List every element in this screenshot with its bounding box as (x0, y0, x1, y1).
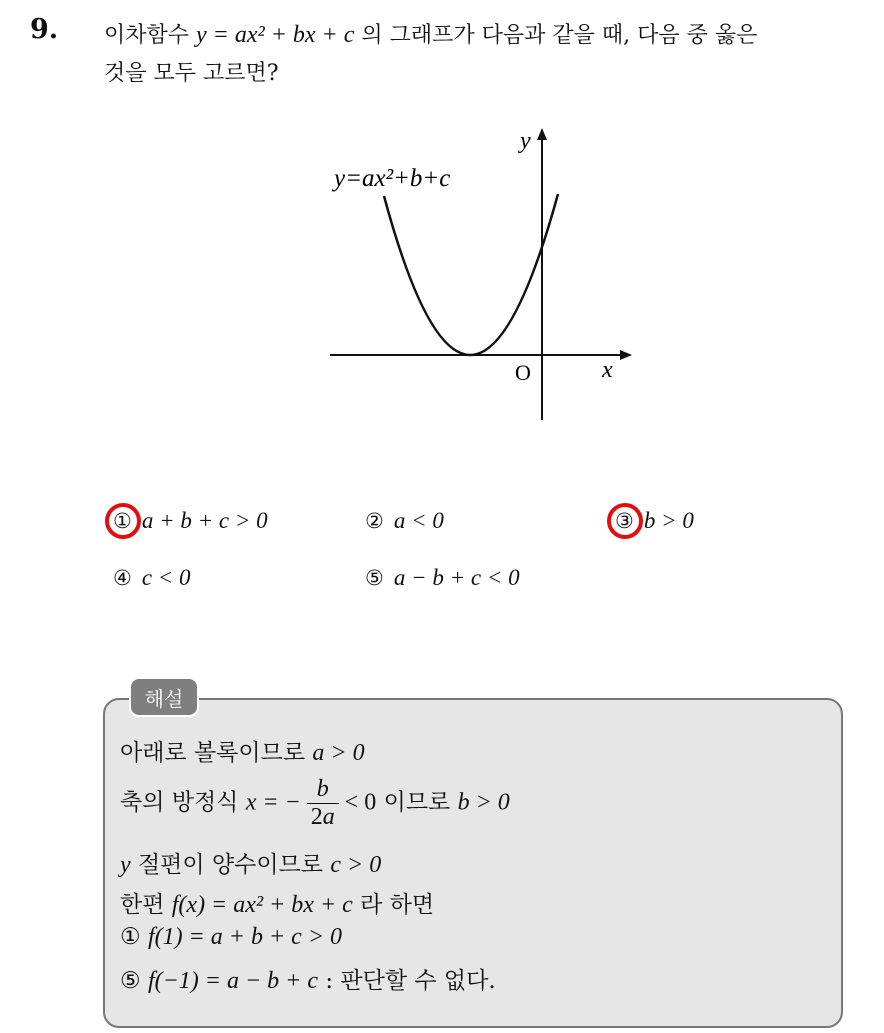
choice-5-expr: a − b + c < 0 (393, 565, 520, 590)
question-line2: 것을 모두 고르면? (104, 61, 279, 86)
solution-line-6-text: : 판단할 수 없다. (325, 968, 496, 994)
solution-line-1-math: a > 0 (312, 740, 365, 766)
solution-line-4-math: f(x) = ax² + bx + c (171, 892, 353, 918)
question-number: 9. (30, 14, 59, 45)
solution-line-3-math-b: c > 0 (330, 852, 382, 878)
choice-3-expr: b > 0 (643, 508, 694, 533)
solution-tag: 해설 (129, 677, 199, 717)
solution-line-4-text-a: 한편 (120, 892, 165, 918)
choice-2-num: ② (365, 509, 384, 533)
choice-3 (615, 508, 694, 534)
solution-line-4 (120, 886, 434, 919)
solution-line-5-num: ① (120, 924, 141, 950)
choice-2 (365, 508, 444, 534)
fraction-denominator: 2a (310, 804, 335, 830)
solution-line-3 (120, 846, 381, 879)
solution-line-1-text: 아래로 볼록이므로 (120, 740, 306, 766)
question-equation: y = ax² + bx + c (196, 22, 355, 48)
choice-4 (113, 565, 191, 591)
solution-line-6-num: ⑤ (120, 968, 141, 994)
question-prefix: 이차함수 (104, 23, 190, 48)
solution-line-3-text: 절편이 양수이므로 (137, 852, 324, 878)
question-suffix: 의 그래프가 다음과 같을 때, 다음 중 옳은 (361, 23, 758, 48)
choice-1-expr: a + b + c > 0 (141, 508, 268, 533)
choice-5 (365, 565, 520, 591)
fraction-numerator: b (307, 776, 339, 804)
choice-4-num: ④ (113, 566, 132, 590)
origin-label: O (515, 360, 531, 385)
choice-1 (113, 508, 268, 534)
solution-line-2-math-b: < 0 (344, 789, 377, 816)
y-axis-label: y (520, 128, 531, 154)
solution-line-2-math-c: b > 0 (457, 789, 510, 816)
solution-line-2-math-a: x = − (245, 789, 301, 816)
choice-2-expr: a < 0 (393, 508, 444, 533)
solution-line-2-text-b: 이므로 (383, 789, 451, 816)
choice-1-num: ① (113, 509, 132, 533)
solution-line-4-text-b: 라 하면 (360, 892, 435, 918)
solution-line-6 (120, 962, 496, 995)
choice-4-expr: c < 0 (141, 565, 191, 590)
axis-fraction (307, 776, 339, 831)
choice-3-num: ③ (615, 509, 634, 533)
solution-line-2-text: 축의 방정식 (120, 789, 239, 816)
x-axis-label: x (602, 357, 613, 383)
curve-label: y=ax²+b+c (334, 165, 451, 192)
solution-line-5-math: f(1) = a + b + c > 0 (147, 924, 343, 950)
parabola-graph (300, 120, 650, 430)
question-text (104, 16, 874, 93)
solution-line-2 (120, 776, 510, 831)
choice-5-num: ⑤ (365, 566, 384, 590)
solution-line-1 (120, 734, 365, 767)
solution-line-6-math: f(−1) = a − b + c (147, 968, 319, 994)
solution-line-3-math-a: y (120, 852, 131, 878)
solution-line-5 (120, 924, 342, 951)
parabola-curve (384, 194, 558, 355)
